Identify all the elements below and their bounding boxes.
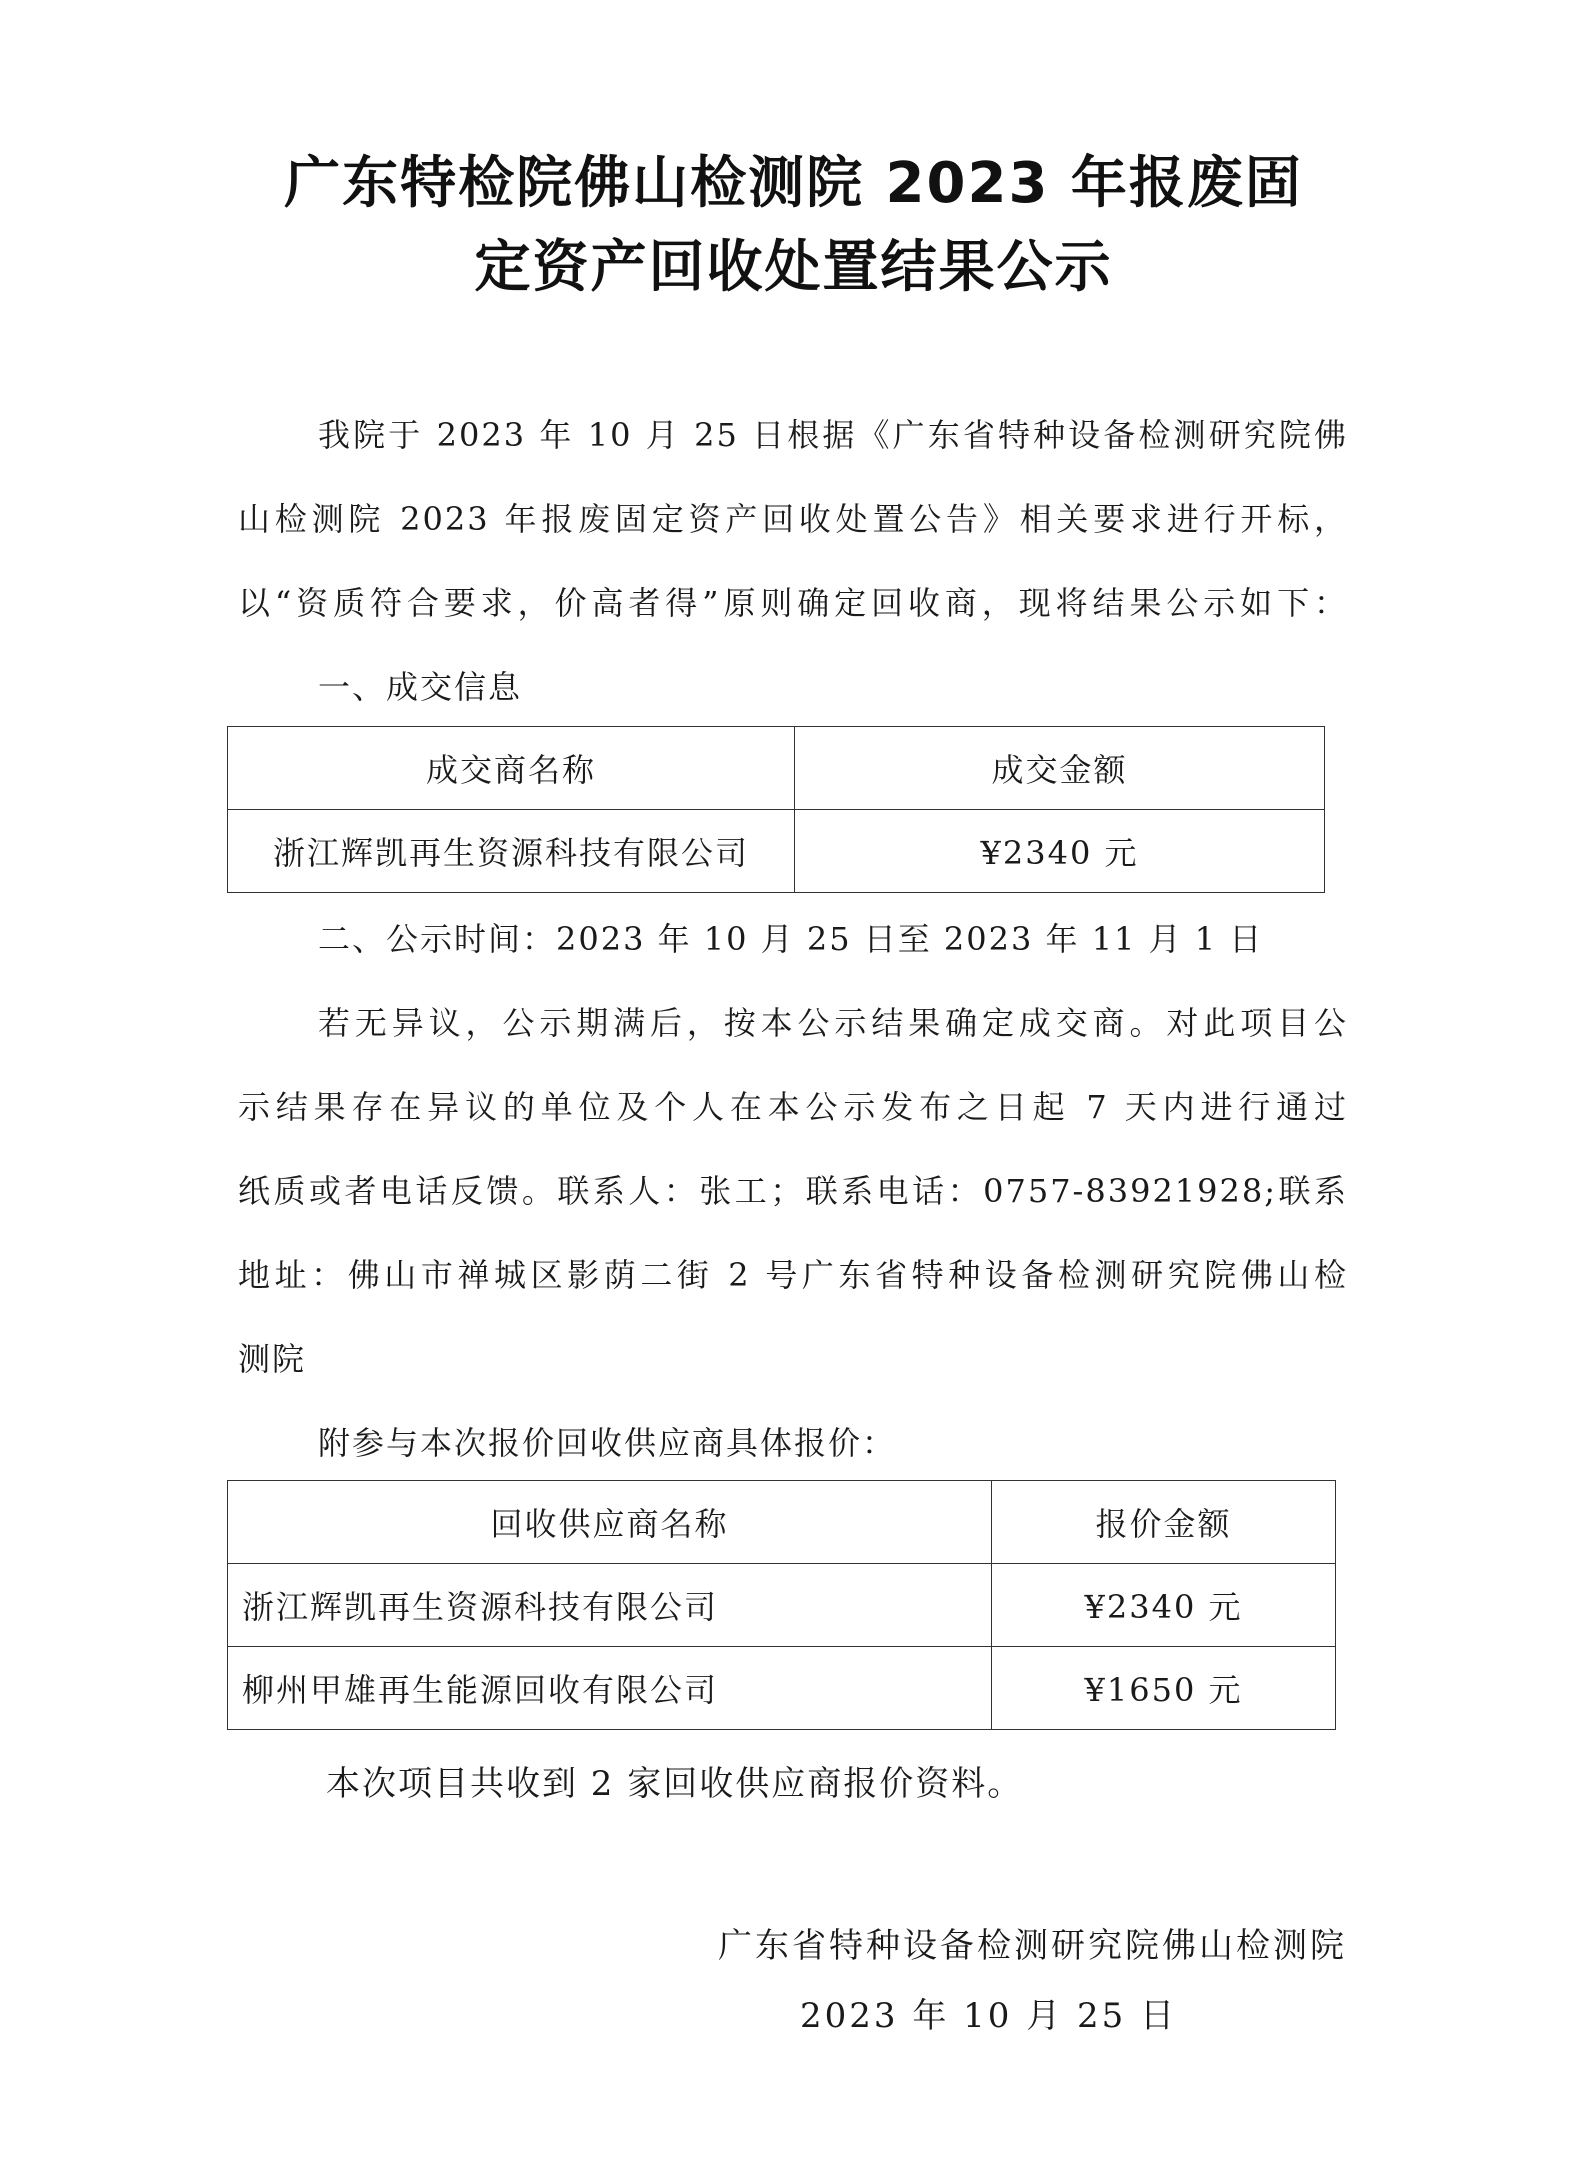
table-header-cell: 回收供应商名称 (228, 1481, 992, 1564)
appendix-heading: 附参与本次报价回收供应商具体报价： (318, 1424, 897, 1462)
document-title-line-2: 定资产回收处置结果公示 (474, 235, 1113, 300)
document-title-line-1: 广东特检院佛山检测院 2023 年报废固 (284, 151, 1303, 216)
table-cell-amount: ¥2340 元 (795, 810, 1325, 893)
table-cell-company: 浙江辉凯再生资源科技有限公司 (228, 1564, 992, 1647)
table-row (228, 1647, 1336, 1730)
section-heading-deal-info: 一、成交信息 (318, 668, 523, 706)
quote-summary: 本次项目共收到 2 家回收供应商报价资料。 (326, 1764, 1024, 1804)
table-row (228, 1564, 1336, 1647)
signature-organization: 广东省特种设备检测研究院佛山检测院 (718, 1926, 1347, 1966)
intro-line-3: 以“资质符合要求，价高者得”原则确定回收商，现将结果公示如下： (238, 584, 1348, 622)
table-header-row (228, 727, 1325, 810)
table-header-cell: 成交金额 (795, 727, 1325, 810)
notice-line-1: 若无异议，公示期满后，按本公示结果确定成交商。对此项目公 (318, 1004, 1348, 1042)
table-cell-amount: ¥1650 元 (992, 1647, 1336, 1730)
table-header-cell: 报价金额 (992, 1481, 1336, 1564)
notice-line-5: 测院 (238, 1340, 307, 1378)
table-header-row (228, 1481, 1336, 1564)
table-header-cell: 成交商名称 (228, 727, 795, 810)
table-cell-amount: ¥2340 元 (992, 1564, 1336, 1647)
quotes-table (227, 1480, 1336, 1730)
section-heading-publicity-period: 二、公示时间：2023 年 10 月 25 日至 2023 年 11 月 1 日 (318, 920, 1264, 958)
table-cell-company: 浙江辉凯再生资源科技有限公司 (228, 810, 795, 893)
intro-line-1: 我院于 2023 年 10 月 25 日根据《广东省特种设备检测研究院佛 (318, 416, 1348, 454)
signature-date: 2023 年 10 月 25 日 (800, 1996, 1178, 2036)
table-cell-company: 柳州甲雄再生能源回收有限公司 (228, 1647, 992, 1730)
notice-line-3: 纸质或者电话反馈。联系人：张工；联系电话：0757-83921928;联系 (238, 1172, 1348, 1210)
notice-line-2: 示结果存在异议的单位及个人在本公示发布之日起 7 天内进行通过 (238, 1088, 1348, 1126)
notice-line-4: 地址：佛山市禅城区影荫二街 2 号广东省特种设备检测研究院佛山检 (238, 1256, 1348, 1294)
intro-line-2: 山检测院 2023 年报废固定资产回收处置公告》相关要求进行开标， (238, 500, 1348, 538)
deal-table (227, 726, 1325, 893)
table-row (228, 810, 1325, 893)
